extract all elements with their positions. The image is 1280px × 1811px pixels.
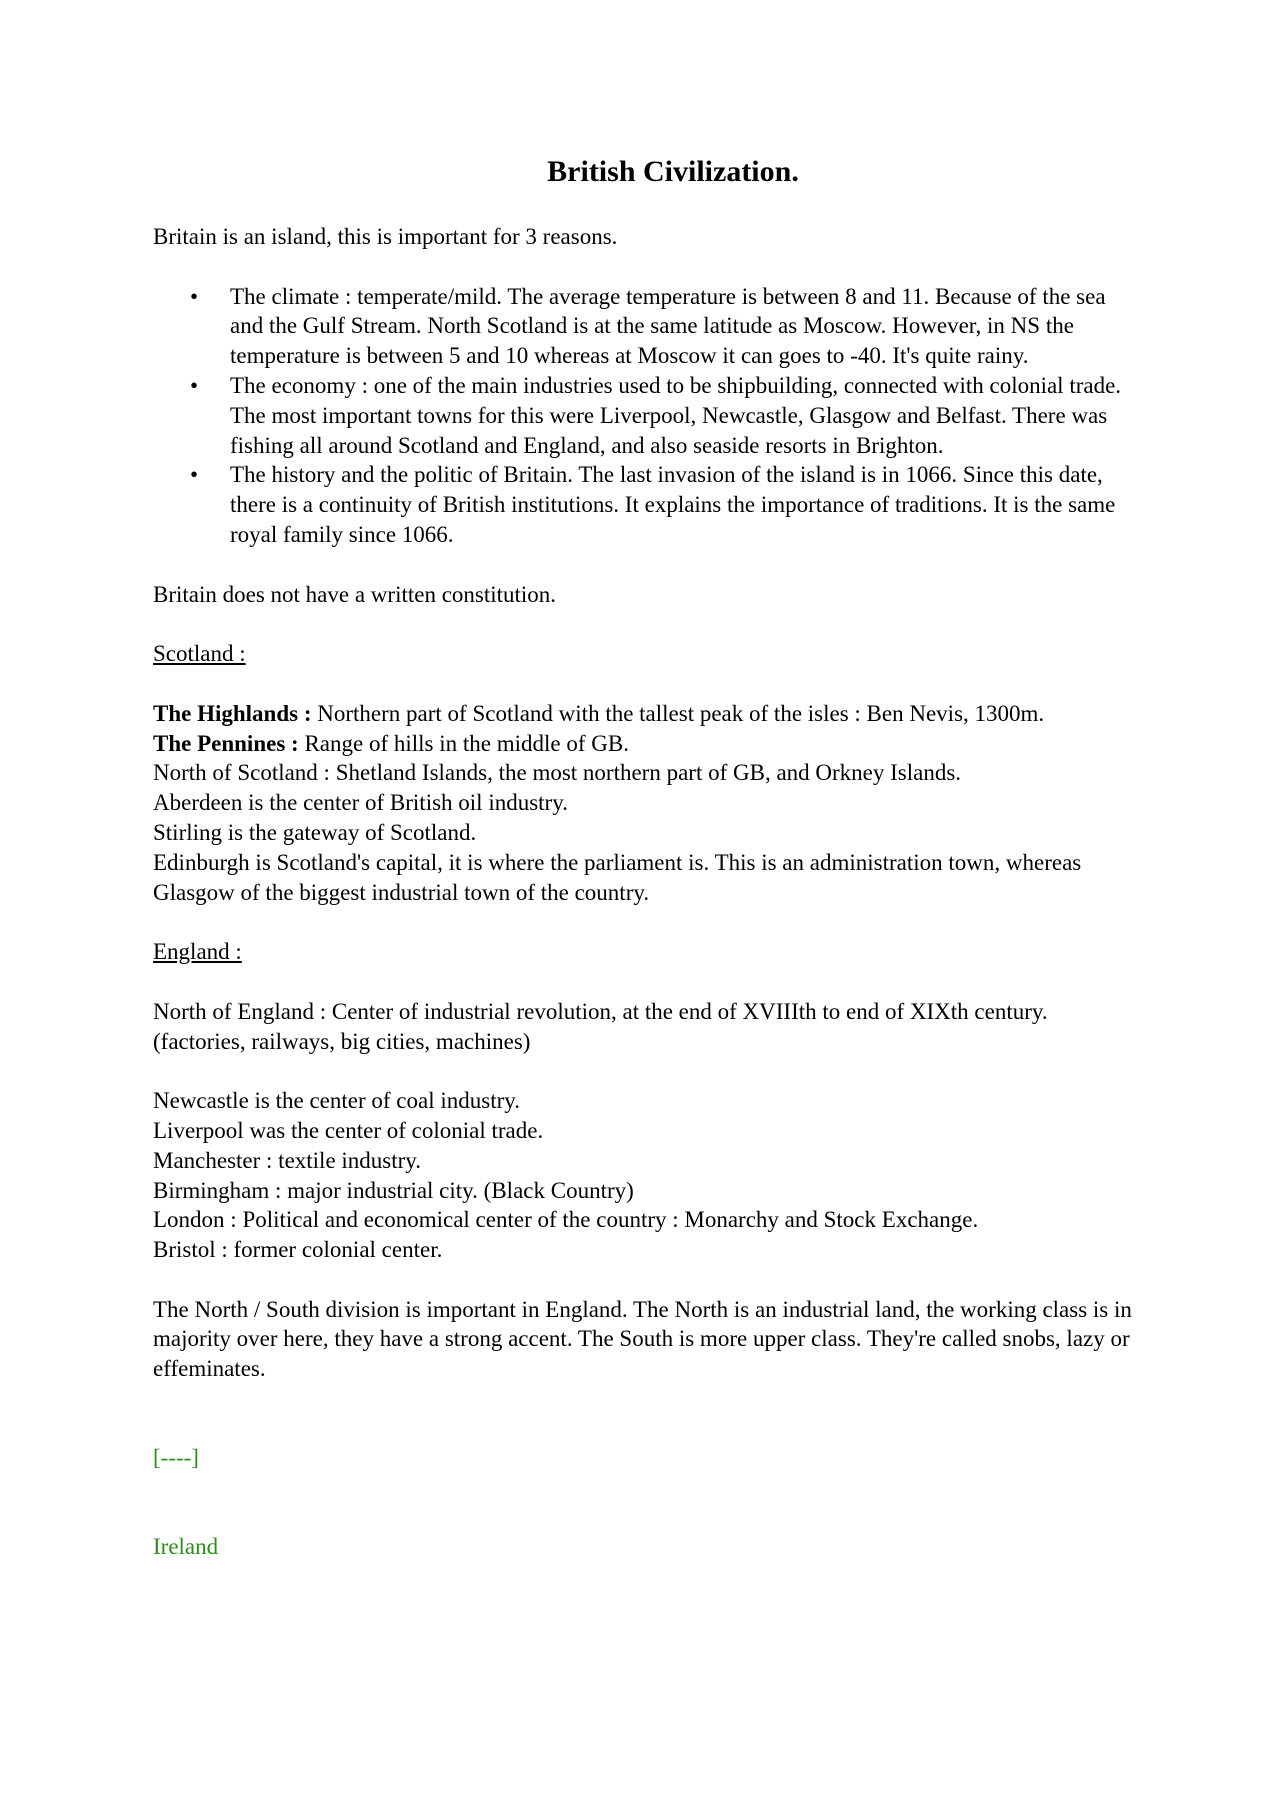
highlands-paragraph: [153, 699, 1143, 729]
reasons-list: [153, 282, 1143, 550]
ellipsis-marker: [----]: [153, 1445, 199, 1471]
england-city-line: Bristol : former colonial center.: [153, 1237, 443, 1263]
scotland-line: Stirling is the gateway of Scotland.: [153, 819, 477, 845]
bullet-icon: •: [190, 462, 199, 488]
pennines-label: The Pennines :: [153, 730, 299, 756]
intro-paragraph: Britain is an island, this is important for 3 reasons.: [153, 224, 618, 249]
bullet-icon: •: [190, 283, 199, 309]
pennines-text: Range of hills in the middle of GB.: [298, 730, 629, 756]
scotland-line: Aberdeen is the center of British oil industry.: [153, 790, 568, 816]
north-south-paragraph: The North / South division is important in England. The North is an industrial land, the working class is in majority over here, they have a strong accent. The South is more upper class. They're called snobs, lazy or effeminates.: [153, 1296, 1132, 1382]
england-city-line: Manchester : textile industry.: [153, 1147, 422, 1173]
england-city-line: Liverpool was the center of colonial trade.: [153, 1117, 544, 1143]
scotland-line: North of Scotland : Shetland Islands, the most northern part of GB, and Orkney Islands.: [153, 760, 962, 786]
england-heading: England :: [153, 939, 242, 965]
list-item-text: The economy : one of the main industries used to be shipbuilding, connected with colonial trade. The most important towns for this were Liverpool, Newcastle, Glasgow and Belfast. There was fishing all around Scotland and England, and also seaside resorts in Brighton.: [230, 372, 1122, 458]
pennines-paragraph: [153, 729, 1143, 759]
ireland-heading: Ireland: [153, 1533, 219, 1559]
highlands-text: Northern part of Scotland with the tallest peak of the isles : Ben Nevis, 1300m.: [311, 700, 1045, 726]
list-item-text: The history and the politic of Britain. The last invasion of the island is in 1066. Since this date, there is a continuity of British institutions. It explains the importance of traditions. It is the same royal family since 1066.: [230, 462, 1116, 547]
page-title: British Civilization.: [547, 155, 799, 188]
list-item: [153, 282, 1143, 371]
list-item: [153, 460, 1143, 549]
document-body: [153, 152, 1143, 1562]
england-city-line: Newcastle is the center of coal industry.: [153, 1088, 521, 1114]
bullet-icon: •: [190, 372, 199, 398]
england-city-line: London : Political and economical center of the country : Monarchy and Stock Exchange.: [153, 1207, 979, 1233]
list-item-text: The climate : temperate/mild. The average temperature is between 8 and 11. Because of the sea and the Gulf Stream. North Scotland is at the same latitude as Moscow. However, in NS the temperature is between 5 and 10 whereas at Moscow it can goes to -40. It's quite rainy.: [230, 283, 1106, 369]
scotland-heading: Scotland :: [153, 641, 246, 667]
constitution-paragraph: Britain does not have a written constitution.: [153, 581, 557, 607]
north-england-paragraph: North of England : Center of industrial revolution, at the end of XVIIIth to end of XIXth century. (factories, railways, big cities, machines): [153, 998, 1048, 1054]
scotland-line: Edinburgh is Scotland's capital, it is where the parliament is. This is an administration town, whereas Glasgow of the biggest industrial town of the country.: [153, 849, 1082, 905]
england-city-line: Birmingham : major industrial city. (Black Country): [153, 1177, 634, 1203]
highlands-label: The Highlands :: [153, 700, 312, 726]
list-item: [153, 371, 1143, 460]
